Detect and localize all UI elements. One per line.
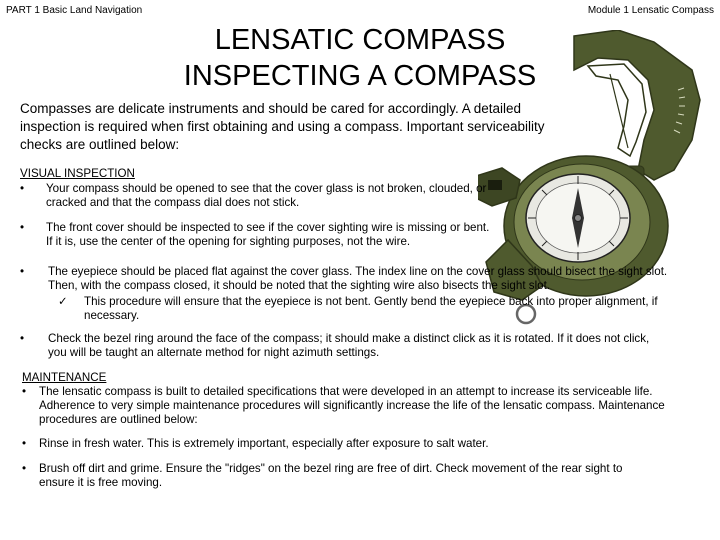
visual-inspection-heading: VISUAL INSPECTION xyxy=(20,167,135,180)
title-line-1: LENSATIC COMPASS xyxy=(214,24,506,56)
item-line: The lensatic compass is built to detailed specifications that were developed in an attempt to increase its serviceable life. xyxy=(39,385,653,398)
item-line: cracked and that the compass dial does not stick. xyxy=(46,196,300,209)
item-line: you will be taught an alternate method for night azimuth settings. xyxy=(48,346,380,359)
sub-item-line: This procedure will ensure that the eyepiece is not bent. Gently bend the eyepiece back into proper alignment, if xyxy=(84,295,658,308)
bullet-marker: • xyxy=(22,385,27,398)
intro-line-2: inspection is required when first obtaining and using a compass. Important serviceability xyxy=(20,119,545,134)
bullet-marker: • xyxy=(20,221,25,234)
item-line: If it is, use the center of the opening for sighting purposes, not the wire. xyxy=(46,235,411,248)
intro-line-1: Compasses are delicate instruments and should be cared for accordingly. A detailed xyxy=(20,101,522,116)
item-line: procedures are outlined below: xyxy=(39,413,198,426)
item-line: Check the bezel ring around the face of the compass; it should make a distinct click as it is rotated. If it does not click, xyxy=(48,332,650,345)
item-line: Adherence to very simple maintenance procedures will significantly increase the life of the lensatic compass. Maintenance xyxy=(39,399,665,412)
header-right: Module 1 Lensatic Compass xyxy=(587,5,714,16)
sub-item-line: necessary. xyxy=(84,309,140,322)
bullet-marker: • xyxy=(20,182,25,195)
item-line: ensure it is free moving. xyxy=(39,476,163,489)
item-line: Then, with the compass closed, it should be noted that the sighting wire also bisects the sight slot. xyxy=(48,279,551,292)
bullet-marker: • xyxy=(22,437,27,450)
header-left: PART 1 Basic Land Navigation xyxy=(6,5,143,16)
bullet-marker: • xyxy=(20,332,25,345)
checkmark-icon: ✓ xyxy=(58,295,68,308)
item-line: The front cover should be inspected to see if the cover sighting wire is missing or bent. xyxy=(46,221,490,234)
bullet-marker: • xyxy=(20,265,25,278)
maintenance-heading: MAINTENANCE xyxy=(22,371,107,384)
item-line: Rinse in fresh water. This is extremely important, especially after exposure to salt water. xyxy=(39,437,489,450)
item-line: The eyepiece should be placed flat against the cover glass. The index line on the cover glass should bisect the sight slot. xyxy=(48,265,668,278)
intro-line-3: checks are outlined below: xyxy=(20,137,180,152)
item-line: Brush off dirt and grime. Ensure the "ridges" on the bezel ring are free of dirt. Check movement of the rear sight to xyxy=(39,462,623,475)
item-line: Your compass should be opened to see that the cover glass is not broken, clouded, or xyxy=(46,182,487,195)
title-line-2: INSPECTING A COMPASS xyxy=(183,60,537,92)
bullet-marker: • xyxy=(22,462,27,475)
